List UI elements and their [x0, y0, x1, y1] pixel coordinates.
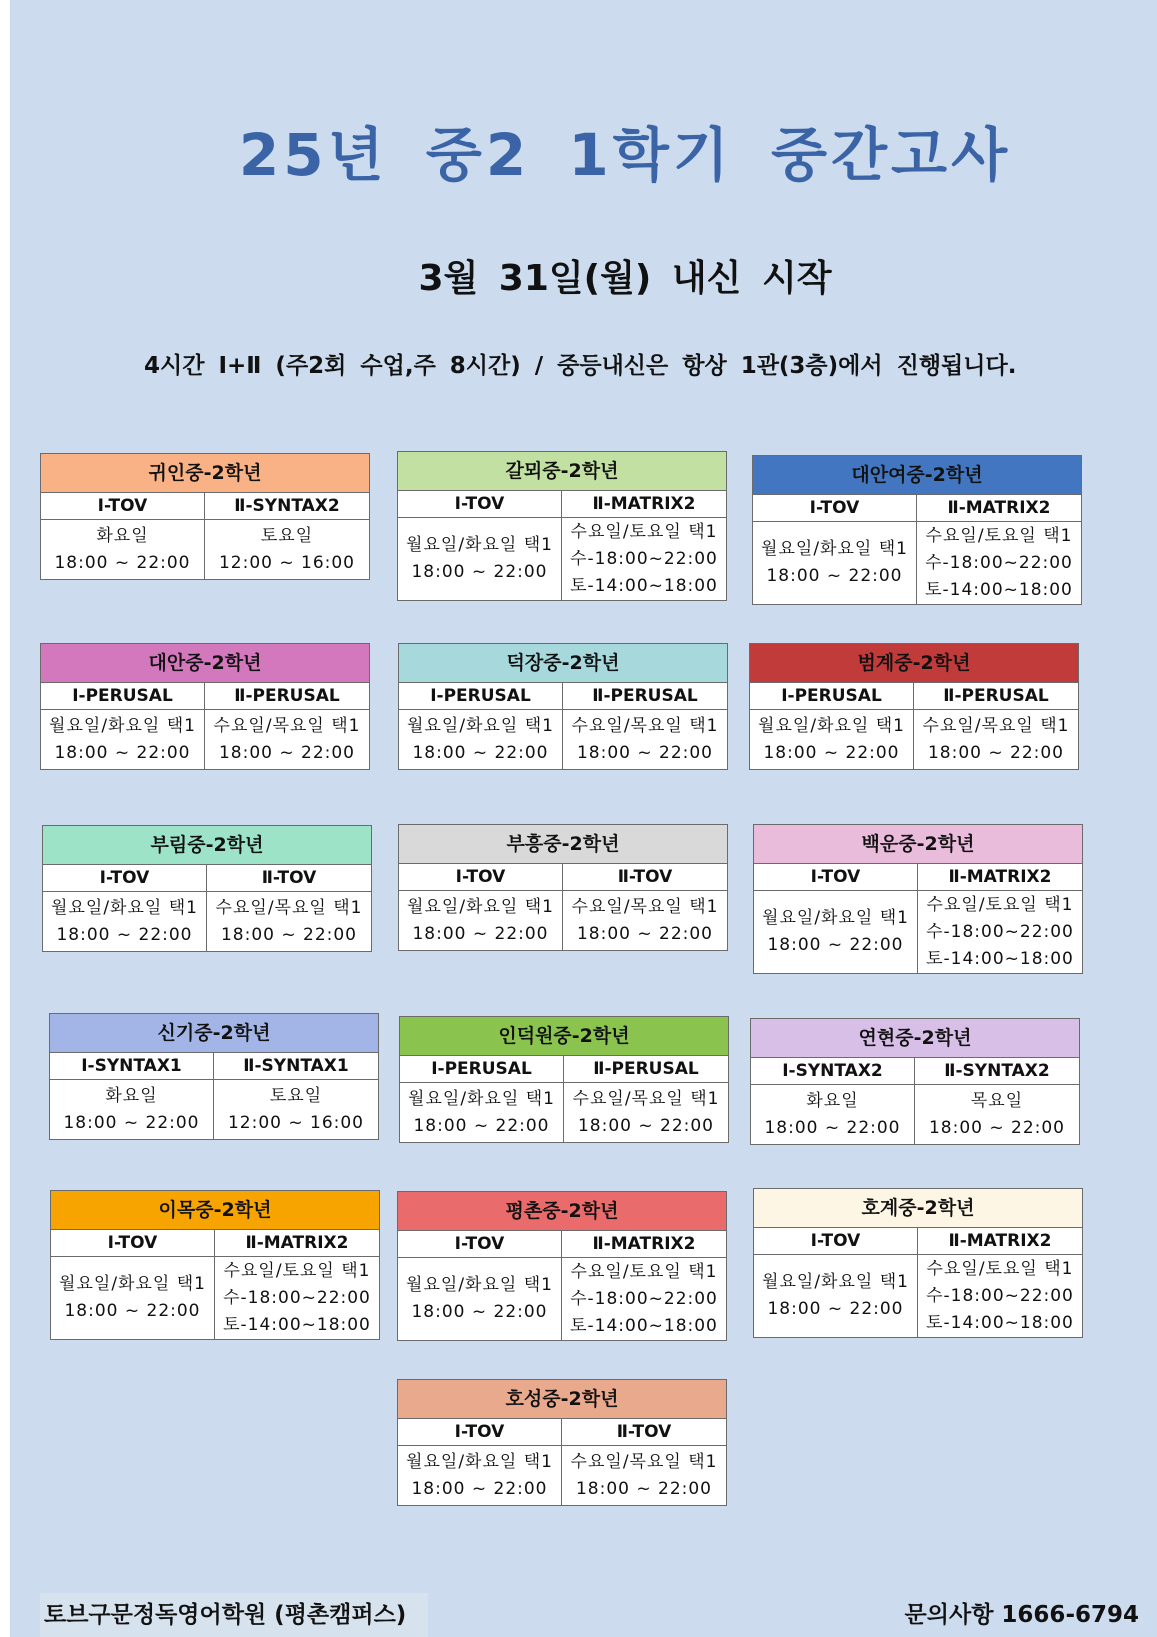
course-label: Ⅱ-PERUSAL [914, 683, 1078, 710]
schedule-line: 수요일/목요일 택1 [922, 715, 1070, 736]
schedule-line: 월요일/화요일 택1 [406, 1275, 553, 1295]
course-label: Ⅰ-TOV [398, 1231, 562, 1258]
schedule-line: 수요일/토요일 택1 [926, 1258, 1074, 1279]
course-label: Ⅱ-MATRIX2 [215, 1230, 379, 1257]
schedule-line: 화요일 [96, 525, 149, 546]
schedule-line: 12:00 ~ 16:00 [227, 1112, 365, 1133]
schedule-cell [215, 1257, 379, 1339]
schedule-line: 18:00 ~ 22:00 [763, 742, 900, 763]
school-card [753, 824, 1083, 974]
schedule-cell [398, 1446, 562, 1505]
course-label: Ⅱ-TOV [563, 864, 727, 891]
school-card [397, 451, 727, 601]
schedule-cell [564, 1083, 728, 1142]
page-subtitle: 3월 31일(월) 내신 시작 [418, 258, 832, 299]
notice-text: 4시간 Ⅰ+Ⅱ (주2회 수업,주 8시간) / 중등내신은 항상 1관(3층)에서 진행됩니다. [144, 353, 1017, 379]
course-label: Ⅱ-MATRIX2 [917, 495, 1081, 522]
schedule-cell [914, 710, 1078, 769]
schedule-line: 18:00 ~ 22:00 [766, 566, 903, 586]
schedule-line: 목요일 [970, 1090, 1024, 1111]
schedule-cell [50, 1080, 214, 1139]
schedule-line: 18:00 ~ 22:00 [576, 923, 714, 944]
school-name: 귀인중-2학년 [41, 454, 369, 493]
school-name: 대안중-2학년 [41, 644, 369, 683]
school-name: 평촌중-2학년 [398, 1192, 726, 1231]
school-card [397, 1379, 727, 1506]
school-card [752, 455, 1082, 605]
schedule-line: 18:00 ~ 22:00 [412, 742, 549, 763]
school-card [42, 825, 372, 952]
school-name: 부림중-2학년 [43, 826, 371, 865]
school-card [399, 1016, 729, 1143]
schedule-line: 월요일/화요일 택1 [407, 715, 554, 736]
schedule-line: 18:00 ~ 22:00 [54, 742, 191, 763]
schedule-line: 월요일/화요일 택1 [406, 535, 553, 555]
schedule-cell [399, 891, 563, 950]
schedule-line: 수요일/토요일 택1 [925, 525, 1073, 546]
course-label: Ⅱ-SYNTAX2 [205, 493, 369, 520]
schedule-line: 18:00 ~ 22:00 [576, 742, 714, 763]
schedule-line: 18:00 ~ 22:00 [220, 924, 358, 945]
schedule-cell [753, 522, 917, 604]
schedule-line: 18:00 ~ 22:00 [218, 742, 356, 763]
schedule-cell [562, 1258, 726, 1340]
school-name: 인덕원중-2학년 [400, 1017, 728, 1056]
schedule-line: 18:00 ~ 22:00 [413, 1115, 550, 1136]
schedule-cell [51, 1257, 215, 1339]
course-label: Ⅰ-SYNTAX2 [751, 1058, 915, 1085]
schedule-line: 18:00 ~ 22:00 [412, 923, 549, 944]
course-label: Ⅰ-TOV [43, 865, 207, 892]
schedule-cell [400, 1083, 564, 1142]
schedule-line: 수-18:00~22:00 [223, 1287, 371, 1308]
school-name: 범계중-2학년 [750, 644, 1078, 683]
schedule-cell [917, 522, 1081, 604]
schedule-line: 18:00 ~ 22:00 [63, 1112, 200, 1133]
schedule-line: 수요일/토요일 택1 [926, 894, 1074, 915]
schedule-cell [41, 710, 205, 769]
school-card [40, 643, 370, 770]
schedule-line: 18:00 ~ 22:00 [928, 1117, 1066, 1138]
school-card [40, 453, 370, 580]
course-label: Ⅰ-PERUSAL [399, 683, 563, 710]
schedule-line: 토-14:00~18:00 [570, 1315, 718, 1336]
school-name: 신기중-2학년 [50, 1014, 378, 1053]
course-label: Ⅰ-TOV [754, 1228, 918, 1255]
schedule-line: 화요일 [806, 1090, 859, 1111]
schedule-line: 토-14:00~18:00 [570, 575, 718, 596]
schedule-cell [754, 891, 918, 973]
academy-name: 토브구문정독영어학원 (평촌캠퍼스) [40, 1593, 428, 1637]
schedule-line: 수-18:00~22:00 [925, 552, 1073, 573]
schedule-line: 월요일/화요일 택1 [762, 1272, 909, 1292]
course-label: Ⅰ-TOV [399, 864, 563, 891]
course-label: Ⅱ-MATRIX2 [562, 1231, 726, 1258]
schedule-line: 18:00 ~ 22:00 [56, 924, 193, 945]
schedule-cell [398, 1258, 562, 1340]
course-label: Ⅰ-PERUSAL [750, 683, 914, 710]
course-label: Ⅱ-MATRIX2 [562, 491, 726, 518]
schedule-line: 18:00 ~ 22:00 [767, 935, 904, 955]
schedule-cell [563, 891, 727, 950]
schedule-line: 18:00 ~ 22:00 [64, 1301, 201, 1321]
schedule-line: 수요일/목요일 택1 [571, 715, 719, 736]
schedule-cell [207, 892, 371, 951]
course-label: Ⅰ-PERUSAL [400, 1056, 564, 1083]
schedule-line: 수요일/목요일 택1 [572, 1088, 720, 1109]
course-label: Ⅰ-PERUSAL [41, 683, 205, 710]
schedule-line: 수-18:00~22:00 [926, 921, 1074, 942]
school-name: 대안여중-2학년 [753, 456, 1081, 495]
schedule-line: 토-14:00~18:00 [926, 1312, 1074, 1333]
schedule-cell [918, 1255, 1082, 1337]
schedule-cell [562, 1446, 726, 1505]
school-name: 연현중-2학년 [751, 1019, 1079, 1058]
schedule-line: 월요일/화요일 택1 [762, 908, 909, 928]
course-label: Ⅰ-TOV [753, 495, 917, 522]
schedule-cell [751, 1085, 915, 1144]
school-card [753, 1188, 1083, 1338]
schedule-line: 토요일 [260, 525, 314, 546]
course-label: Ⅱ-MATRIX2 [918, 1228, 1082, 1255]
schedule-line: 화요일 [105, 1085, 158, 1106]
schedule-line: 18:00 ~ 22:00 [575, 1478, 713, 1499]
school-name: 백운중-2학년 [754, 825, 1082, 864]
schedule-line: 18:00 ~ 22:00 [411, 1478, 548, 1499]
course-label: Ⅱ-SYNTAX1 [214, 1053, 378, 1080]
school-card [50, 1190, 380, 1340]
schedule-cell [205, 710, 369, 769]
school-name: 호성중-2학년 [398, 1380, 726, 1419]
school-card [750, 1018, 1080, 1145]
course-label: Ⅰ-TOV [754, 864, 918, 891]
schedule-line: 수요일/토요일 택1 [570, 521, 718, 542]
schedule-line: 18:00 ~ 22:00 [764, 1117, 901, 1138]
schedule-line: 월요일/화요일 택1 [51, 897, 198, 918]
schedule-line: 18:00 ~ 22:00 [577, 1115, 715, 1136]
schedule-line: 수요일/목요일 택1 [215, 897, 363, 918]
schedule-cell [43, 892, 207, 951]
schedule-line: 수요일/토요일 택1 [570, 1261, 718, 1282]
schedule-line: 토-14:00~18:00 [925, 579, 1073, 600]
schedule-cell [399, 710, 563, 769]
schedule-line: 수요일/토요일 택1 [223, 1260, 371, 1281]
schedule-cell [398, 518, 562, 600]
schedule-cell [562, 518, 726, 600]
schedule-line: 월요일/화요일 택1 [406, 1451, 553, 1472]
course-label: Ⅰ-TOV [398, 491, 562, 518]
schedule-line: 토-14:00~18:00 [223, 1314, 371, 1335]
schedule-cell [41, 520, 205, 579]
course-label: Ⅱ-TOV [207, 865, 371, 892]
school-name: 갈뫼중-2학년 [398, 452, 726, 491]
schedule-cell [750, 710, 914, 769]
schedule-line: 월요일/화요일 택1 [49, 715, 196, 736]
course-label: Ⅱ-PERUSAL [563, 683, 727, 710]
schedule-line: 12:00 ~ 16:00 [218, 552, 356, 573]
schedule-line: 수요일/목요일 택1 [570, 1451, 718, 1472]
schedule-line: 18:00 ~ 22:00 [54, 552, 191, 573]
course-label: Ⅱ-SYNTAX2 [915, 1058, 1079, 1085]
schedule-line: 토-14:00~18:00 [926, 948, 1074, 969]
course-label: Ⅱ-PERUSAL [564, 1056, 728, 1083]
schedule-cell [205, 520, 369, 579]
course-label: Ⅱ-PERUSAL [205, 683, 369, 710]
page-title: 25년 중2 1학기 중간고사 [238, 121, 1012, 189]
school-name: 부흥중-2학년 [399, 825, 727, 864]
schedule-cell [754, 1255, 918, 1337]
schedule-line: 수요일/목요일 택1 [213, 715, 361, 736]
school-name: 덕장중-2학년 [399, 644, 727, 683]
schedule-cell [563, 710, 727, 769]
schedule-line: 18:00 ~ 22:00 [927, 742, 1065, 763]
school-card [398, 824, 728, 951]
schedule-line: 18:00 ~ 22:00 [411, 1302, 548, 1322]
schedule-line: 월요일/화요일 택1 [758, 715, 905, 736]
school-card [398, 643, 728, 770]
schedule-line: 월요일/화요일 택1 [59, 1274, 206, 1294]
schedule-line: 18:00 ~ 22:00 [767, 1299, 904, 1319]
school-card [397, 1191, 727, 1341]
schedule-cell [214, 1080, 378, 1139]
schedule-line: 수-18:00~22:00 [570, 1288, 718, 1309]
schedule-line: 토요일 [269, 1085, 323, 1106]
schedule-line: 18:00 ~ 22:00 [411, 562, 548, 582]
school-name: 호계중-2학년 [754, 1189, 1082, 1228]
schedule-line: 수-18:00~22:00 [926, 1285, 1074, 1306]
schedule-line: 월요일/화요일 택1 [407, 896, 554, 917]
school-card [49, 1013, 379, 1140]
contact-info: 문의사항 1666-6794 [904, 1602, 1139, 1628]
course-label: Ⅱ-TOV [562, 1419, 726, 1446]
course-label: Ⅰ-TOV [398, 1419, 562, 1446]
schedule-line: 월요일/화요일 택1 [408, 1088, 555, 1109]
schedule-cell [918, 891, 1082, 973]
school-name: 이목중-2학년 [51, 1191, 379, 1230]
course-label: Ⅱ-MATRIX2 [918, 864, 1082, 891]
schedule-line: 수-18:00~22:00 [570, 548, 718, 569]
schedule-cell [915, 1085, 1079, 1144]
course-label: Ⅰ-TOV [51, 1230, 215, 1257]
schedule-line: 수요일/목요일 택1 [571, 896, 719, 917]
schedule-line: 월요일/화요일 택1 [761, 539, 908, 559]
course-label: Ⅰ-SYNTAX1 [50, 1053, 214, 1080]
course-label: Ⅰ-TOV [41, 493, 205, 520]
school-card [749, 643, 1079, 770]
